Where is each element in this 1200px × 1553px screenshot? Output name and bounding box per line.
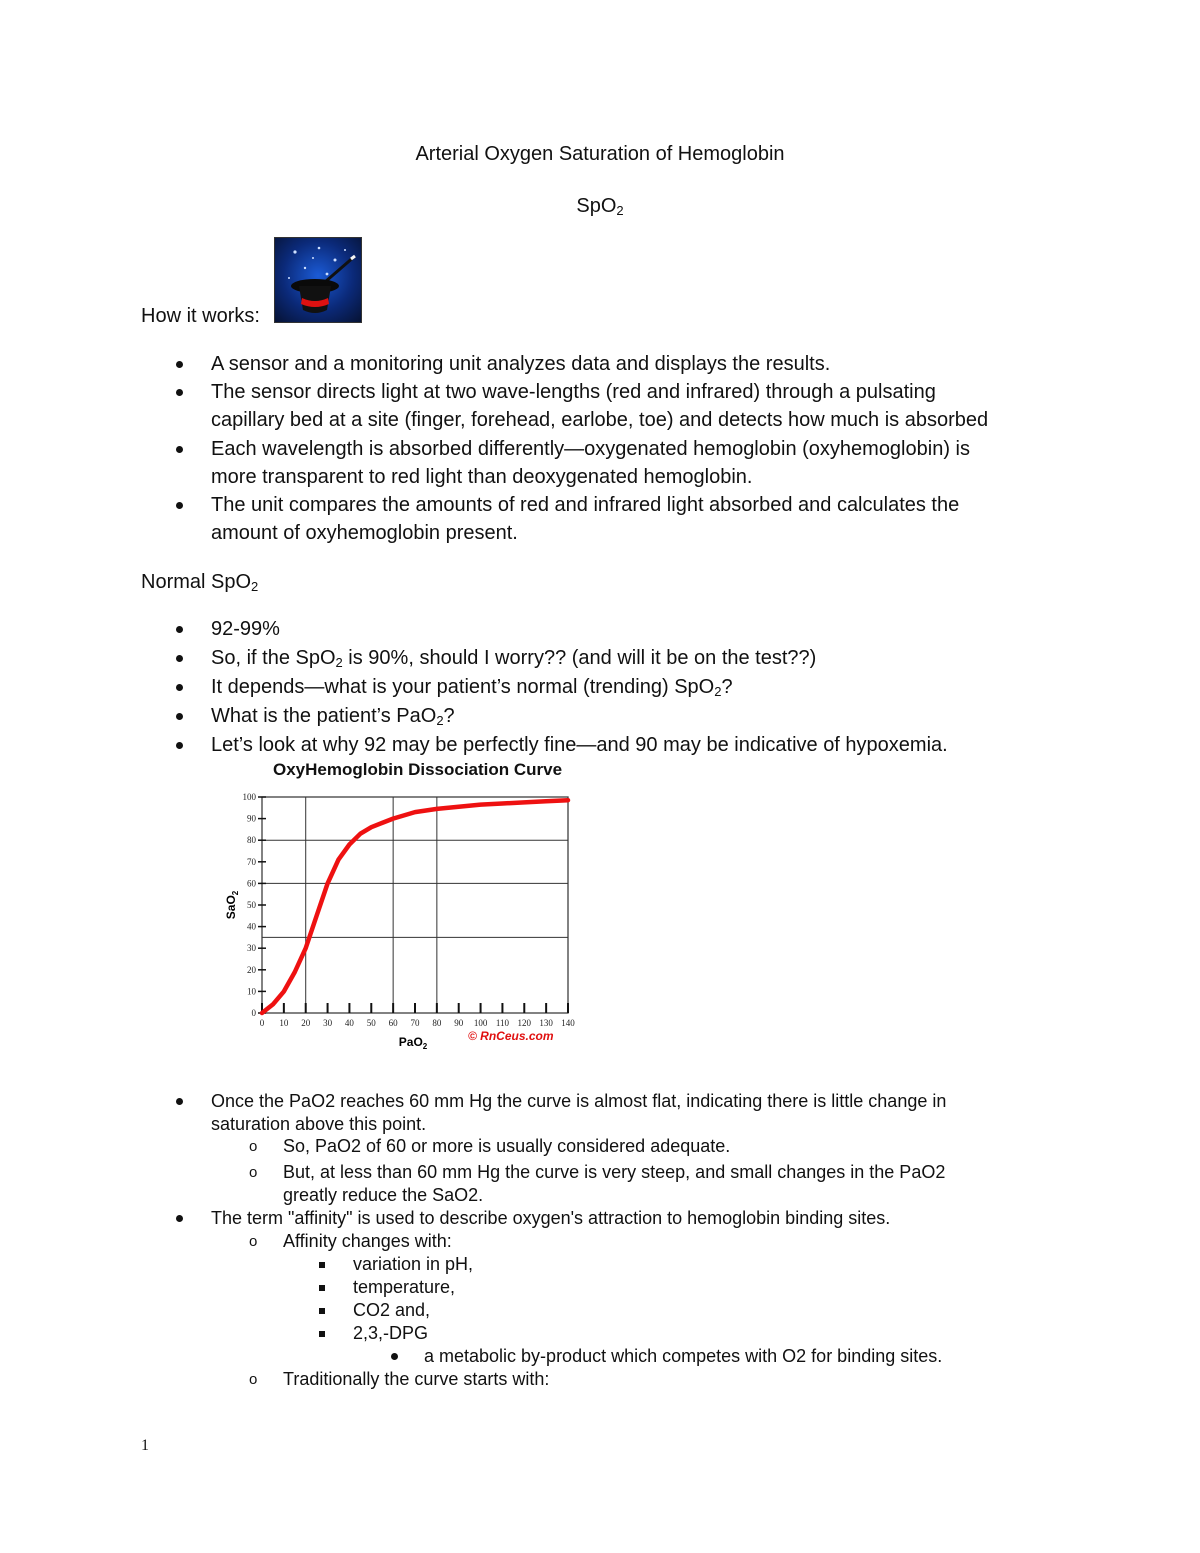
sub-bullet-marker: o xyxy=(249,1138,258,1155)
normal-bullet-3 xyxy=(211,673,733,701)
how-bullet-3-line2: more transparent to red light than deoxygenated hemoglobin. xyxy=(211,466,753,488)
dissociation-chart xyxy=(215,780,585,1060)
page-title: Arterial Oxygen Saturation of Hemoglobin xyxy=(415,143,785,165)
normal-bullet-4-sub: 2 xyxy=(436,713,444,728)
normal-heading-sub: 2 xyxy=(251,579,259,594)
x-tick-label: 110 xyxy=(495,1018,510,1028)
bullet-dot xyxy=(176,742,183,749)
chart-annotation: © RnCeus.com xyxy=(468,1029,554,1043)
lower-bullet-1-line1: Once the PaO2 reaches 60 mm Hg the curve is almost flat, indicating there is little change in xyxy=(211,1091,947,1111)
how-bullet-4-line2: amount of oxyhemoglobin present. xyxy=(211,522,518,544)
y-tick-label: 100 xyxy=(242,792,256,802)
y-tick-label: 80 xyxy=(247,835,256,846)
y-tick-label: 40 xyxy=(247,921,256,932)
bullet-dot xyxy=(176,655,183,662)
x-tick-label: 50 xyxy=(366,1018,376,1028)
y-tick-label: 50 xyxy=(247,900,256,910)
x-axis-label-sub: 2 xyxy=(422,1042,428,1051)
normal-bullet-3-post: ? xyxy=(721,676,733,698)
x-tick-label: 100 xyxy=(473,1018,488,1028)
bullet-dot xyxy=(176,713,183,720)
x-tick-label: 0 xyxy=(259,1018,265,1028)
normal-bullet-4-pre: What is the patient’s PaO xyxy=(211,705,437,727)
magic-hat-icon xyxy=(275,238,361,322)
bullet-dot xyxy=(176,502,183,509)
normal-bullet-2 xyxy=(211,644,816,672)
square-bullet xyxy=(319,1262,325,1268)
affinity-item-2: temperature, xyxy=(353,1277,456,1297)
x-tick-label: 140 xyxy=(561,1018,575,1028)
sub-bullet-marker: o xyxy=(249,1233,258,1250)
chart-grid xyxy=(262,797,568,1013)
x-tick-label: 130 xyxy=(539,1018,553,1028)
lower-sub-bullet-4: Traditionally the curve starts with: xyxy=(283,1369,550,1389)
how-bullet-3-line1: Each wavelength is absorbed differently—oxygenated hemoglobin (oxyhemoglobin) is xyxy=(211,438,970,460)
page-subtitle xyxy=(0,192,1200,220)
x-tick-label: 20 xyxy=(301,1018,311,1028)
lower-sub-bullet-2-line2: greatly reduce the SaO2. xyxy=(283,1185,484,1205)
y-tick-label: 20 xyxy=(247,964,256,975)
y-axis-label: SaO$_2$ xyxy=(224,890,240,920)
bullet-dot xyxy=(176,626,183,633)
y-tick-label: 70 xyxy=(247,856,256,867)
page-number: 1 xyxy=(141,1437,149,1454)
affinity-item-4: 2,3,-DPG xyxy=(353,1323,429,1343)
how-bullet-2-line2: capillary bed at a site (finger, forehead, earlobe, toe) and detects how much is absorbed xyxy=(211,409,989,431)
lower-sub-bullet-1: So, PaO2 of 60 or more is usually considered adequate. xyxy=(283,1136,731,1156)
normal-heading xyxy=(141,568,258,596)
x-tick-label: 90 xyxy=(454,1018,464,1028)
x-tick-label: 60 xyxy=(388,1018,398,1028)
how-bullet-2-line1: The sensor directs light at two wave-lengths (red and infrared) through a pulsating xyxy=(211,381,936,403)
normal-bullet-2-pre: So, if the SpO xyxy=(211,647,336,669)
normal-bullet-3-pre: It depends—what is your patient’s normal (trending) SpO xyxy=(211,676,715,698)
affinity-item-3: CO2 and, xyxy=(353,1300,431,1320)
bullet-dot xyxy=(176,1215,183,1222)
sub-bullet-marker: o xyxy=(249,1164,258,1181)
normal-bullet-3-sub: 2 xyxy=(714,684,722,699)
y-tick-label: 0 xyxy=(251,1008,256,1018)
chart-ticks xyxy=(258,797,568,1013)
chart-title: OxyHemoglobin Dissociation Curve xyxy=(273,760,563,779)
y-axis-label-sub: 2 xyxy=(231,890,240,896)
affinity-item-1: variation in pH, xyxy=(353,1254,474,1274)
plot-frame xyxy=(262,797,568,1013)
lower-sub-bullet-2-line1: But, at less than 60 mm Hg the curve is very steep, and small changes in the PaO2 xyxy=(283,1162,946,1182)
lower-sub-bullet-3: Affinity changes with: xyxy=(283,1231,452,1251)
normal-heading-base: Normal SpO xyxy=(141,571,252,593)
y-tick-label: 10 xyxy=(247,986,256,997)
how-it-works-label: How it works: xyxy=(141,305,260,327)
magic-hat-image xyxy=(274,237,362,323)
y-tick-label: 30 xyxy=(247,943,256,954)
subtitle-sub: 2 xyxy=(616,203,624,218)
x-tick-label: 40 xyxy=(344,1018,354,1028)
square-bullet xyxy=(319,1285,325,1291)
bullet-dot xyxy=(176,389,183,396)
bullet-dot xyxy=(176,684,183,691)
x-tick-label: 30 xyxy=(323,1018,333,1028)
lower-bullet-2: The term "affinity" is used to describe oxygen's attraction to hemoglobin binding sites. xyxy=(211,1208,891,1228)
normal-bullet-4 xyxy=(211,702,455,730)
x-axis-label: PaO$_2$ xyxy=(398,1035,428,1051)
bullet-dot xyxy=(176,361,183,368)
how-bullet-1: A sensor and a monitoring unit analyzes data and displays the results. xyxy=(211,353,831,375)
bullet-dot xyxy=(176,1098,183,1105)
series-line-sao2 xyxy=(262,800,568,1013)
normal-bullet-2-sub: 2 xyxy=(335,655,343,670)
sub-bullet-marker: o xyxy=(249,1371,258,1388)
chart-series xyxy=(262,800,568,1013)
bullet-dot xyxy=(176,446,183,453)
normal-bullet-5: Let’s look at why 92 may be perfectly fine—and 90 may be indicative of hypoxemia. xyxy=(211,734,948,756)
x-tick-label: 80 xyxy=(432,1018,442,1028)
chart-tick-labels xyxy=(243,792,576,1028)
x-tick-label: 70 xyxy=(410,1018,420,1028)
lower-bullet-1-line2: saturation above this point. xyxy=(211,1114,427,1134)
bullet-dot xyxy=(391,1353,398,1360)
normal-bullet-2-post: is 90%, should I worry?? (and will it be on the test??) xyxy=(342,647,817,669)
y-tick-label: 90 xyxy=(247,813,256,824)
normal-bullet-1: 92-99% xyxy=(211,618,280,640)
x-tick-label: 10 xyxy=(279,1018,289,1028)
how-bullet-4-line1: The unit compares the amounts of red and infrared light absorbed and calculates the xyxy=(211,494,960,516)
dpg-description: a metabolic by-product which competes with O2 for binding sites. xyxy=(424,1346,943,1366)
normal-bullet-4-post: ? xyxy=(443,705,455,727)
square-bullet xyxy=(319,1308,325,1314)
square-bullet xyxy=(319,1331,325,1337)
x-tick-label: 120 xyxy=(517,1018,532,1028)
subtitle-base: SpO xyxy=(576,195,617,217)
y-tick-label: 60 xyxy=(247,878,256,889)
